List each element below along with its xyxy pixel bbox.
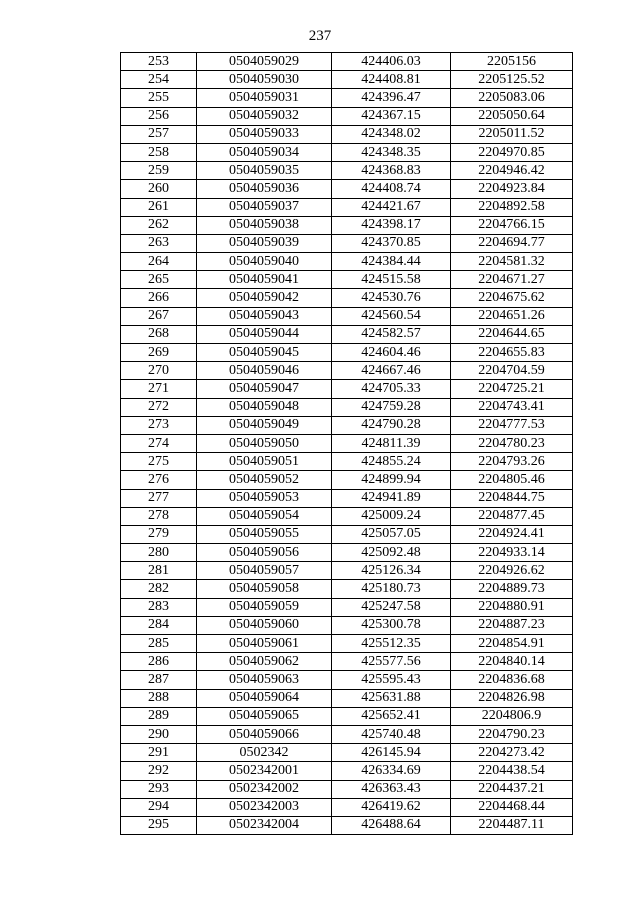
y-coordinate-cell: 2204877.45: [451, 507, 573, 525]
x-coordinate-cell: 426145.94: [332, 744, 451, 762]
y-coordinate-cell: 2204970.85: [451, 143, 573, 161]
point-code-cell: 0504059060: [197, 616, 332, 634]
row-index-cell: 259: [121, 162, 197, 180]
point-code-cell: 0504059057: [197, 562, 332, 580]
row-index-cell: 272: [121, 398, 197, 416]
table-row: [121, 707, 573, 725]
row-index-cell: 289: [121, 707, 197, 725]
table-row: [121, 416, 573, 434]
point-code-cell: 0504059043: [197, 307, 332, 325]
point-code-cell: 0502342004: [197, 816, 332, 834]
table-row: [121, 762, 573, 780]
table-row: [121, 271, 573, 289]
table-row: [121, 507, 573, 525]
point-code-cell: 0504059044: [197, 325, 332, 343]
table-row: [121, 453, 573, 471]
y-coordinate-cell: 2204806.9: [451, 707, 573, 725]
table-row: [121, 471, 573, 489]
point-code-cell: 0504059045: [197, 344, 332, 362]
point-code-cell: 0504059049: [197, 416, 332, 434]
table-row: [121, 198, 573, 216]
point-code-cell: 0504059054: [197, 507, 332, 525]
row-index-cell: 294: [121, 798, 197, 816]
y-coordinate-cell: 2204793.26: [451, 453, 573, 471]
x-coordinate-cell: 424941.89: [332, 489, 451, 507]
point-code-cell: 0504059062: [197, 653, 332, 671]
y-coordinate-cell: 2204889.73: [451, 580, 573, 598]
x-coordinate-cell: 424408.74: [332, 180, 451, 198]
row-index-cell: 282: [121, 580, 197, 598]
table-row: [121, 725, 573, 743]
point-code-cell: 0502342003: [197, 798, 332, 816]
x-coordinate-cell: 425577.56: [332, 653, 451, 671]
y-coordinate-cell: 2204704.59: [451, 362, 573, 380]
coordinates-table: [120, 52, 573, 835]
table-row: [121, 234, 573, 252]
point-code-cell: 0504059031: [197, 89, 332, 107]
x-coordinate-cell: 424790.28: [332, 416, 451, 434]
table-row: [121, 362, 573, 380]
y-coordinate-cell: 2204655.83: [451, 344, 573, 362]
x-coordinate-cell: 425740.48: [332, 725, 451, 743]
row-index-cell: 280: [121, 544, 197, 562]
point-code-cell: 0504059042: [197, 289, 332, 307]
x-coordinate-cell: 426488.64: [332, 816, 451, 834]
point-code-cell: 0504059065: [197, 707, 332, 725]
table-row: [121, 71, 573, 89]
x-coordinate-cell: 425180.73: [332, 580, 451, 598]
y-coordinate-cell: 2204743.41: [451, 398, 573, 416]
y-coordinate-cell: 2204675.62: [451, 289, 573, 307]
x-coordinate-cell: 424855.24: [332, 453, 451, 471]
row-index-cell: 273: [121, 416, 197, 434]
point-code-cell: 0502342001: [197, 762, 332, 780]
row-index-cell: 286: [121, 653, 197, 671]
x-coordinate-cell: 424582.57: [332, 325, 451, 343]
table-row: [121, 216, 573, 234]
table-row: [121, 616, 573, 634]
point-code-cell: 0504059040: [197, 253, 332, 271]
y-coordinate-cell: 2204671.27: [451, 271, 573, 289]
y-coordinate-cell: 2204273.42: [451, 744, 573, 762]
row-index-cell: 275: [121, 453, 197, 471]
point-code-cell: 0504059055: [197, 525, 332, 543]
y-coordinate-cell: 2204854.91: [451, 635, 573, 653]
row-index-cell: 265: [121, 271, 197, 289]
row-index-cell: 271: [121, 380, 197, 398]
point-code-cell: 0502342: [197, 744, 332, 762]
table-row: [121, 671, 573, 689]
y-coordinate-cell: 2204887.23: [451, 616, 573, 634]
row-index-cell: 288: [121, 689, 197, 707]
y-coordinate-cell: 2204826.98: [451, 689, 573, 707]
point-code-cell: 0504059053: [197, 489, 332, 507]
row-index-cell: 287: [121, 671, 197, 689]
y-coordinate-cell: 2205156: [451, 53, 573, 71]
point-code-cell: 0504059029: [197, 53, 332, 71]
y-coordinate-cell: 2205050.64: [451, 107, 573, 125]
row-index-cell: 274: [121, 434, 197, 452]
row-index-cell: 277: [121, 489, 197, 507]
y-coordinate-cell: 2204468.44: [451, 798, 573, 816]
x-coordinate-cell: 424759.28: [332, 398, 451, 416]
row-index-cell: 292: [121, 762, 197, 780]
point-code-cell: 0504059034: [197, 143, 332, 161]
y-coordinate-cell: 2204487.11: [451, 816, 573, 834]
x-coordinate-cell: 424530.76: [332, 289, 451, 307]
row-index-cell: 278: [121, 507, 197, 525]
point-code-cell: 0502342002: [197, 780, 332, 798]
table-row: [121, 253, 573, 271]
table-row: [121, 689, 573, 707]
point-code-cell: 0504059046: [197, 362, 332, 380]
row-index-cell: 283: [121, 598, 197, 616]
x-coordinate-cell: 424604.46: [332, 344, 451, 362]
row-index-cell: 255: [121, 89, 197, 107]
table-row: [121, 162, 573, 180]
x-coordinate-cell: 424367.15: [332, 107, 451, 125]
x-coordinate-cell: 425595.43: [332, 671, 451, 689]
table-row: [121, 289, 573, 307]
x-coordinate-cell: 426419.62: [332, 798, 451, 816]
x-coordinate-cell: 425512.35: [332, 635, 451, 653]
x-coordinate-cell: 425631.88: [332, 689, 451, 707]
table-row: [121, 307, 573, 325]
x-coordinate-cell: 425092.48: [332, 544, 451, 562]
y-coordinate-cell: 2205083.06: [451, 89, 573, 107]
x-coordinate-cell: 424370.85: [332, 234, 451, 252]
table-row: [121, 398, 573, 416]
row-index-cell: 276: [121, 471, 197, 489]
x-coordinate-cell: 425057.05: [332, 525, 451, 543]
row-index-cell: 267: [121, 307, 197, 325]
point-code-cell: 0504059041: [197, 271, 332, 289]
row-index-cell: 261: [121, 198, 197, 216]
row-index-cell: 291: [121, 744, 197, 762]
row-index-cell: 284: [121, 616, 197, 634]
row-index-cell: 256: [121, 107, 197, 125]
point-code-cell: 0504059032: [197, 107, 332, 125]
point-code-cell: 0504059052: [197, 471, 332, 489]
table-row: [121, 325, 573, 343]
y-coordinate-cell: 2204644.65: [451, 325, 573, 343]
y-coordinate-cell: 2204844.75: [451, 489, 573, 507]
x-coordinate-cell: 424667.46: [332, 362, 451, 380]
y-coordinate-cell: 2205011.52: [451, 125, 573, 143]
y-coordinate-cell: 2204437.21: [451, 780, 573, 798]
row-index-cell: 260: [121, 180, 197, 198]
row-index-cell: 269: [121, 344, 197, 362]
x-coordinate-cell: 424368.83: [332, 162, 451, 180]
row-index-cell: 285: [121, 635, 197, 653]
table-row: [121, 180, 573, 198]
point-code-cell: 0504059048: [197, 398, 332, 416]
point-code-cell: 0504059033: [197, 125, 332, 143]
x-coordinate-cell: 426363.43: [332, 780, 451, 798]
y-coordinate-cell: 2204924.41: [451, 525, 573, 543]
point-code-cell: 0504059038: [197, 216, 332, 234]
point-code-cell: 0504059035: [197, 162, 332, 180]
point-code-cell: 0504059047: [197, 380, 332, 398]
y-coordinate-cell: 2204836.68: [451, 671, 573, 689]
y-coordinate-cell: 2204933.14: [451, 544, 573, 562]
y-coordinate-cell: 2204946.42: [451, 162, 573, 180]
row-index-cell: 258: [121, 143, 197, 161]
point-code-cell: 0504059039: [197, 234, 332, 252]
y-coordinate-cell: 2204766.15: [451, 216, 573, 234]
x-coordinate-cell: 424348.02: [332, 125, 451, 143]
x-coordinate-cell: 424396.47: [332, 89, 451, 107]
row-index-cell: 268: [121, 325, 197, 343]
table-row: [121, 344, 573, 362]
y-coordinate-cell: 2204780.23: [451, 434, 573, 452]
table-row: [121, 653, 573, 671]
point-code-cell: 0504059059: [197, 598, 332, 616]
table-row: [121, 89, 573, 107]
point-code-cell: 0504059058: [197, 580, 332, 598]
coordinates-table-body: [121, 53, 573, 835]
page-number: 237: [308, 28, 332, 44]
table-row: [121, 580, 573, 598]
row-index-cell: 257: [121, 125, 197, 143]
x-coordinate-cell: 425652.41: [332, 707, 451, 725]
point-code-cell: 0504059037: [197, 198, 332, 216]
y-coordinate-cell: 2204790.23: [451, 725, 573, 743]
table-row: [121, 598, 573, 616]
y-coordinate-cell: 2204926.62: [451, 562, 573, 580]
y-coordinate-cell: 2204725.21: [451, 380, 573, 398]
y-coordinate-cell: 2204581.32: [451, 253, 573, 271]
row-index-cell: 279: [121, 525, 197, 543]
point-code-cell: 0504059061: [197, 635, 332, 653]
table-row: [121, 635, 573, 653]
row-index-cell: 295: [121, 816, 197, 834]
x-coordinate-cell: 424421.67: [332, 198, 451, 216]
table-row: [121, 544, 573, 562]
x-coordinate-cell: 425247.58: [332, 598, 451, 616]
x-coordinate-cell: 424811.39: [332, 434, 451, 452]
y-coordinate-cell: 2204840.14: [451, 653, 573, 671]
x-coordinate-cell: 424398.17: [332, 216, 451, 234]
point-code-cell: 0504059064: [197, 689, 332, 707]
y-coordinate-cell: 2204438.54: [451, 762, 573, 780]
x-coordinate-cell: 424899.94: [332, 471, 451, 489]
table-row: [121, 744, 573, 762]
table-row: [121, 434, 573, 452]
row-index-cell: 270: [121, 362, 197, 380]
point-code-cell: 0504059036: [197, 180, 332, 198]
point-code-cell: 0504059050: [197, 434, 332, 452]
x-coordinate-cell: 426334.69: [332, 762, 451, 780]
table-row: [121, 816, 573, 834]
x-coordinate-cell: 424408.81: [332, 71, 451, 89]
point-code-cell: 0504059051: [197, 453, 332, 471]
point-code-cell: 0504059056: [197, 544, 332, 562]
row-index-cell: 262: [121, 216, 197, 234]
x-coordinate-cell: 425300.78: [332, 616, 451, 634]
table-row: [121, 107, 573, 125]
y-coordinate-cell: 2204694.77: [451, 234, 573, 252]
table-row: [121, 525, 573, 543]
table-row: [121, 489, 573, 507]
y-coordinate-cell: 2204777.53: [451, 416, 573, 434]
point-code-cell: 0504059063: [197, 671, 332, 689]
x-coordinate-cell: 424384.44: [332, 253, 451, 271]
y-coordinate-cell: 2204880.91: [451, 598, 573, 616]
x-coordinate-cell: 424560.54: [332, 307, 451, 325]
table-row: [121, 125, 573, 143]
y-coordinate-cell: 2204892.58: [451, 198, 573, 216]
point-code-cell: 0504059030: [197, 71, 332, 89]
x-coordinate-cell: 425126.34: [332, 562, 451, 580]
row-index-cell: 290: [121, 725, 197, 743]
point-code-cell: 0504059066: [197, 725, 332, 743]
row-index-cell: 264: [121, 253, 197, 271]
row-index-cell: 266: [121, 289, 197, 307]
row-index-cell: 254: [121, 71, 197, 89]
y-coordinate-cell: 2204651.26: [451, 307, 573, 325]
row-index-cell: 293: [121, 780, 197, 798]
table-row: [121, 143, 573, 161]
x-coordinate-cell: 424348.35: [332, 143, 451, 161]
x-coordinate-cell: 424406.03: [332, 53, 451, 71]
y-coordinate-cell: 2205125.52: [451, 71, 573, 89]
table-row: [121, 53, 573, 71]
table-row: [121, 562, 573, 580]
x-coordinate-cell: 425009.24: [332, 507, 451, 525]
y-coordinate-cell: 2204923.84: [451, 180, 573, 198]
table-row: [121, 798, 573, 816]
row-index-cell: 263: [121, 234, 197, 252]
row-index-cell: 281: [121, 562, 197, 580]
y-coordinate-cell: 2204805.46: [451, 471, 573, 489]
row-index-cell: 253: [121, 53, 197, 71]
x-coordinate-cell: 424705.33: [332, 380, 451, 398]
x-coordinate-cell: 424515.58: [332, 271, 451, 289]
table-row: [121, 380, 573, 398]
table-row: [121, 780, 573, 798]
